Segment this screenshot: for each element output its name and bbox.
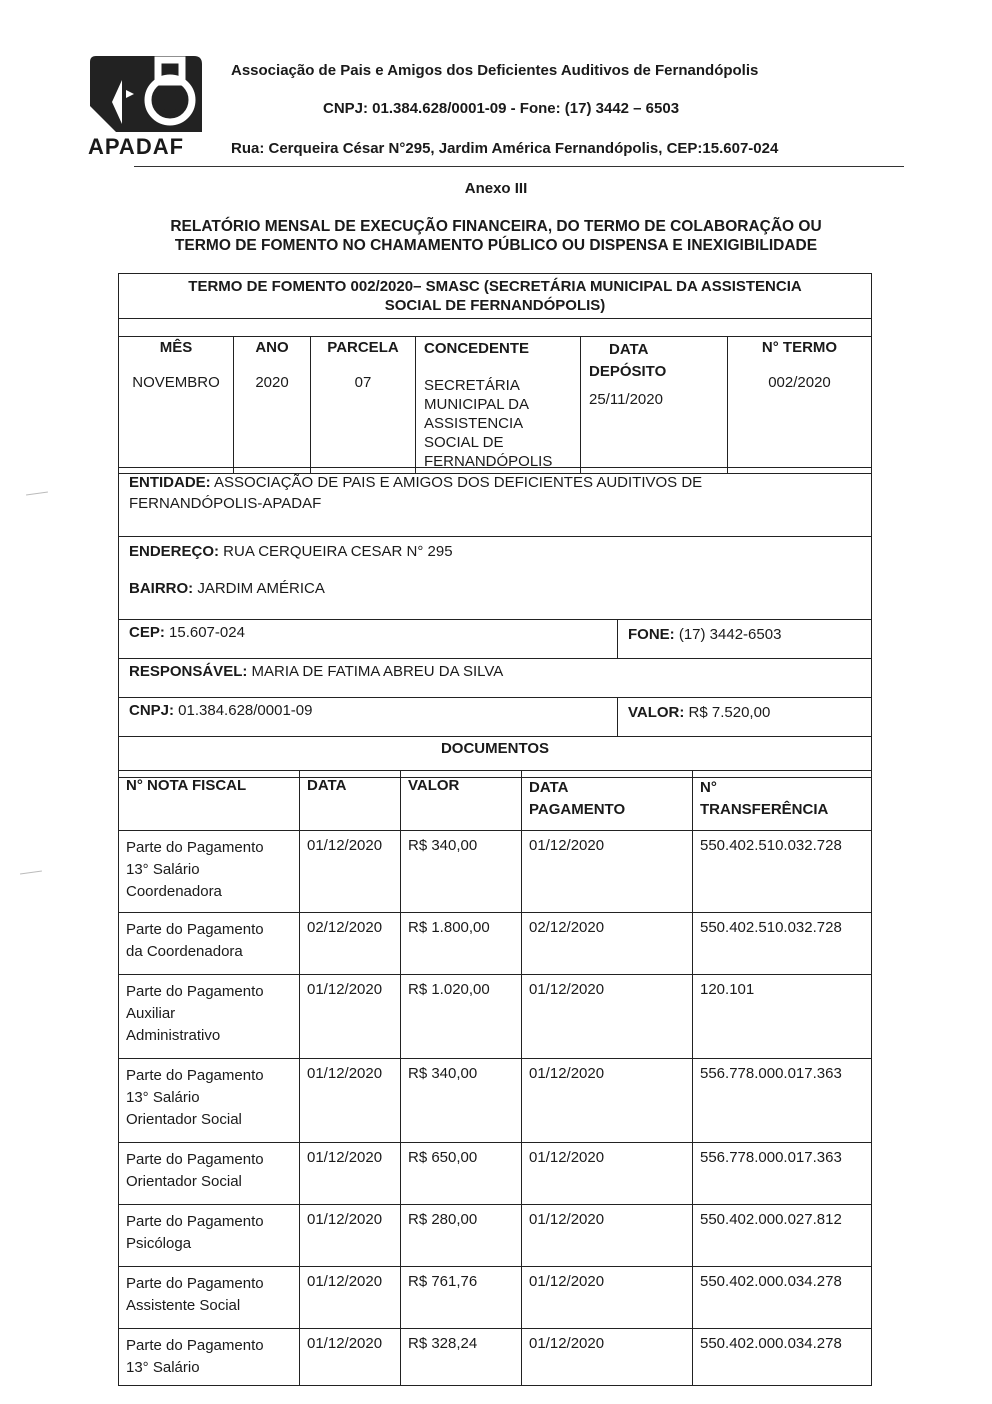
- document-date: 01/12/2020: [300, 1267, 401, 1329]
- documentos-title: DOCUMENTOS: [119, 737, 872, 778]
- document-payment-date: 01/12/2020: [522, 1205, 693, 1267]
- document-description-line: 13° Salário: [126, 1089, 200, 1106]
- document-payment-date: 01/12/2020: [522, 1143, 693, 1205]
- punch-mark: [20, 870, 42, 874]
- document-transfer-number: 550.402.000.027.812: [693, 1205, 872, 1267]
- org-cnpj-phone: CNPJ: 01.384.628/0001-09 - Fone: (17) 3442 – 6503: [323, 100, 680, 117]
- entidade-value-cont: FERNANDÓPOLIS-APADAF: [129, 495, 322, 512]
- document-date: 01/12/2020: [300, 975, 401, 1059]
- document-date: 02/12/2020: [300, 913, 401, 975]
- document-row: [119, 975, 872, 1059]
- termo-summary-table: [118, 273, 872, 474]
- entidade-value: ASSOCIAÇÃO DE PAIS E AMIGOS DOS DEFICIENTES AUDITIVOS DE: [210, 474, 703, 491]
- cep-cell: [119, 620, 618, 659]
- document-transfer-number: 556.778.000.017.363: [693, 1143, 872, 1205]
- endereco-label: ENDEREÇO:: [129, 543, 220, 560]
- document-payment-date: 02/12/2020: [522, 913, 693, 975]
- responsavel-cell: [119, 659, 872, 698]
- document-row: [119, 831, 872, 913]
- report-title-line1: RELATÓRIO MENSAL DE EXECUÇÃO FINANCEIRA, DO TERMO DE COLABORAÇÃO OU: [170, 218, 822, 235]
- org-address: Rua: Cerqueira César N°295, Jardim América Fernandópolis, CEP:15.607-024: [231, 140, 779, 157]
- document-row: [119, 1059, 872, 1143]
- document-value: R$ 761,76: [401, 1267, 522, 1329]
- document-date: 01/12/2020: [300, 1143, 401, 1205]
- document-date: 01/12/2020: [300, 1205, 401, 1267]
- document-transfer-number: 550.402.000.034.278: [693, 1329, 872, 1386]
- punch-mark: [26, 491, 48, 495]
- termo-title-line1: TERMO DE FOMENTO 002/2020– SMASC (SECRETÁRIA MUNICIPAL DA ASSISTENCIA: [188, 278, 802, 295]
- responsavel-value: MARIA DE FATIMA ABREU DA SILVA: [247, 663, 504, 680]
- data-deposito-header-1: DATA: [609, 341, 649, 358]
- document-row: [119, 1143, 872, 1205]
- nota-header: N° NOTA FISCAL: [119, 771, 300, 831]
- document-description-line: Coordenadora: [126, 883, 222, 900]
- document-payment-date: 01/12/2020: [522, 831, 693, 913]
- header-divider: [134, 166, 904, 167]
- document-description: [119, 975, 300, 1059]
- document-row: [119, 1205, 872, 1267]
- document-row: [119, 1267, 872, 1329]
- endereco-cell: [119, 537, 872, 620]
- pagamento-header: [522, 771, 693, 831]
- document-row: [119, 1329, 872, 1386]
- fone-cell: [618, 620, 872, 659]
- document-value: R$ 340,00: [401, 831, 522, 913]
- parcela-value: 07: [354, 374, 372, 391]
- document-date: 01/12/2020: [300, 1059, 401, 1143]
- concedente-value: [424, 376, 572, 471]
- document-description-line: Auxiliar: [126, 1005, 176, 1022]
- data-deposito-value: 25/11/2020: [589, 391, 663, 408]
- termo-title-line2: SOCIAL DE FERNANDÓPOLIS): [384, 297, 606, 314]
- document-description-line: Psicóloga: [126, 1235, 192, 1252]
- pagamento-header-1: DATA: [529, 779, 569, 796]
- valor-header: VALOR: [401, 771, 522, 831]
- document-value: R$ 280,00: [401, 1205, 522, 1267]
- document-value: R$ 1.020,00: [401, 975, 522, 1059]
- mes-cell: [119, 337, 234, 474]
- data-header: DATA: [300, 771, 401, 831]
- entity-table: [118, 467, 872, 778]
- document-description-line: Parte do Pagamento: [126, 1275, 264, 1292]
- document-transfer-number: 556.778.000.017.363: [693, 1059, 872, 1143]
- document-payment-date: 01/12/2020: [522, 1059, 693, 1143]
- valor-label: VALOR:: [628, 704, 685, 721]
- document-payment-date: 01/12/2020: [522, 975, 693, 1059]
- documents-table: [118, 770, 872, 1386]
- mes-value: NOVEMBRO: [132, 374, 220, 391]
- document-description-line: Parte do Pagamento: [126, 921, 264, 938]
- document-description-line: Parte do Pagamento: [126, 1213, 264, 1230]
- concedente-header: CONCEDENTE: [424, 340, 530, 357]
- document-payment-date: 01/12/2020: [522, 1329, 693, 1386]
- entidade-cell: [119, 468, 872, 537]
- endereco-value: RUA CERQUEIRA CESAR N° 295: [219, 543, 453, 560]
- concedente-line: SOCIAL DE: [424, 434, 504, 451]
- document-value: R$ 650,00: [401, 1143, 522, 1205]
- concedente-cell: [416, 337, 581, 474]
- pagamento-header-2: PAGAMENTO: [529, 801, 626, 818]
- document-description: [119, 1267, 300, 1329]
- document-transfer-number: 550.402.000.034.278: [693, 1267, 872, 1329]
- org-name: Associação de Pais e Amigos dos Deficientes Auditivos de Fernandópolis: [231, 62, 759, 79]
- annex-label: Anexo III: [464, 180, 528, 197]
- ano-value: 2020: [255, 374, 289, 391]
- document-description: [119, 1205, 300, 1267]
- document-description-line: Parte do Pagamento: [126, 1337, 264, 1354]
- document-description-line: Orientador Social: [126, 1173, 242, 1190]
- apadaf-logo: [86, 54, 204, 159]
- mes-header: MÊS: [159, 339, 193, 356]
- logo-emblem-icon: [86, 54, 204, 134]
- entidade-label: ENTIDADE:: [129, 474, 211, 491]
- document-description-line: Parte do Pagamento: [126, 1067, 264, 1084]
- document-description-line: Parte do Pagamento: [126, 1151, 264, 1168]
- document-transfer-number: 120.101: [693, 975, 872, 1059]
- document-description-line: da Coordenadora: [126, 943, 243, 960]
- document-transfer-number: 550.402.510.032.728: [693, 913, 872, 975]
- concedente-line: MUNICIPAL DA: [424, 396, 530, 413]
- document-payment-date: 01/12/2020: [522, 1267, 693, 1329]
- transf-header-2: TRANSFERÊNCIA: [700, 801, 829, 818]
- ano-cell: [234, 337, 311, 474]
- report-title-line2: TERMO DE FOMENTO NO CHAMAMENTO PÚBLICO OU DISPENSA E INEXIGIBILIDADE: [174, 237, 818, 254]
- document-description-line: Parte do Pagamento: [126, 839, 264, 856]
- fone-label: FONE:: [628, 626, 675, 643]
- cep-label: CEP:: [129, 624, 165, 641]
- document-date: 01/12/2020: [300, 831, 401, 913]
- concedente-line: SECRETÁRIA: [424, 377, 520, 394]
- document-description-line: Orientador Social: [126, 1111, 242, 1128]
- termo-cell: [728, 337, 872, 474]
- document-description-line: 13° Salário: [126, 1359, 200, 1376]
- parcela-header: PARCELA: [327, 339, 399, 356]
- document-description: [119, 831, 300, 913]
- valor-cell: [618, 698, 872, 737]
- responsavel-label: RESPONSÁVEL:: [129, 663, 248, 680]
- bairro-label: BAIRRO:: [129, 580, 194, 597]
- document-transfer-number: 550.402.510.032.728: [693, 831, 872, 913]
- logo-text: APADAF: [88, 134, 185, 159]
- valor-value: R$ 7.520,00: [684, 704, 771, 721]
- data-deposito-cell: [581, 337, 728, 474]
- ano-header: ANO: [255, 339, 289, 356]
- document-description-line: Administrativo: [126, 1027, 221, 1044]
- termo-header: N° TERMO: [761, 339, 838, 356]
- parcela-cell: [311, 337, 416, 474]
- document-description: [119, 913, 300, 975]
- data-deposito-header-2: DEPÓSITO: [589, 363, 667, 380]
- cep-value: 15.607-024: [164, 624, 245, 641]
- document-description-line: Assistente Social: [126, 1297, 241, 1314]
- document-description-line: Parte do Pagamento: [126, 983, 264, 1000]
- documents-header-row: [119, 771, 872, 831]
- document-description: [119, 1143, 300, 1205]
- document-description: [119, 1059, 300, 1143]
- transf-header: [693, 771, 872, 831]
- documents-body: [119, 831, 872, 1386]
- document-date: 01/12/2020: [300, 1329, 401, 1386]
- bairro-value: JARDIM AMÉRICA: [193, 580, 325, 597]
- transf-header-1: N°: [700, 779, 717, 796]
- termo-title: [119, 274, 872, 319]
- document-row: [119, 913, 872, 975]
- document-value: R$ 1.800,00: [401, 913, 522, 975]
- cnpj-label: CNPJ:: [129, 702, 175, 719]
- concedente-line: ASSISTENCIA: [424, 415, 524, 432]
- termo-value: 002/2020: [768, 374, 831, 391]
- concedente-line: FERNANDÓPOLIS: [424, 453, 553, 470]
- document-description-line: 13° Salário: [126, 861, 200, 878]
- document-description: [119, 1329, 300, 1386]
- spacer-row: [119, 319, 872, 337]
- fone-value: (17) 3442-6503: [674, 626, 782, 643]
- document-value: R$ 328,24: [401, 1329, 522, 1386]
- cnpj-value: 01.384.628/0001-09: [174, 702, 313, 719]
- cnpj-cell: [119, 698, 618, 737]
- document-value: R$ 340,00: [401, 1059, 522, 1143]
